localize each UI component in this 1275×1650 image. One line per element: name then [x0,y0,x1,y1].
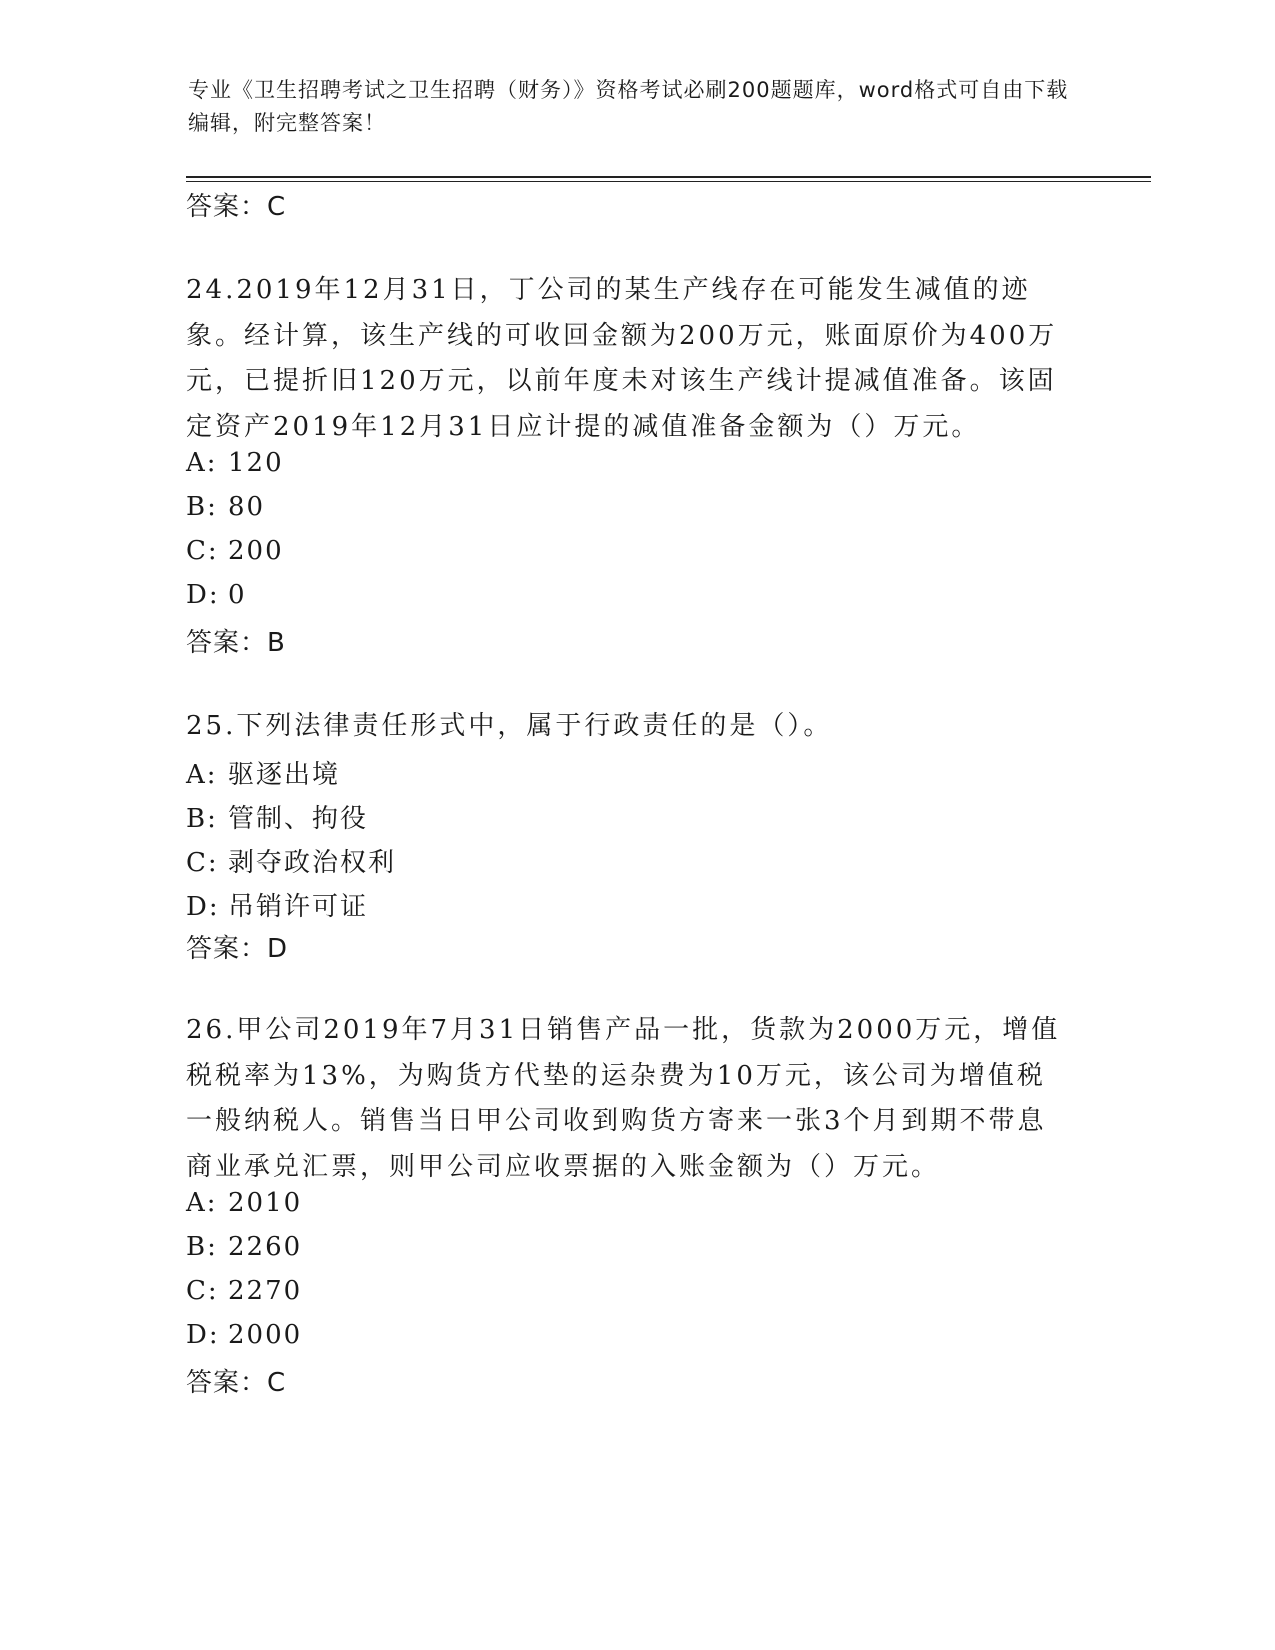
option-value: 2270 [228,1276,303,1306]
option-label: D: [186,580,220,610]
option-label: A: [186,1188,218,1218]
question-25-option-c [186,842,396,879]
header-rule-thin [186,181,1151,182]
option-label: A: [186,760,218,790]
question-26-option-d [186,1320,302,1350]
question-26-option-b [186,1232,302,1262]
option-value: 200 [228,536,284,566]
option-label: D: [186,892,220,922]
question-24-option-a [186,448,284,478]
option-label: C: [186,848,219,878]
header-rule-thick [186,176,1151,178]
question-25-option-d [186,886,368,923]
question-25-answer: 答案：D [186,934,289,964]
option-value: 0 [228,580,247,610]
option-label: C: [186,1276,219,1306]
question-24-option-c [186,536,284,566]
option-value: 2010 [228,1188,303,1218]
option-label: D: [186,1320,220,1350]
question-26-text: 26.甲公司2019年7月31日销售产品一批，货款为2000万元，增值税税率为13%，为购货方代垫的运杂费为10万元，该公司为增值税一般纳税人。销售当日甲公司收到购货方寄来一张3个月到期不带息商业承兑汇票，则甲公司应收票据的入账金额为（）万元。 [186,1015,1061,1182]
question-26-answer: 答案：C [186,1368,287,1398]
question-25-option-a [186,754,340,791]
option-label: C: [186,536,219,566]
option-value: 管制、拘役 [228,804,369,834]
question-25-option-b [186,798,368,835]
previous-answer: 答案：C [186,192,287,222]
question-24-text: 24.2019年12月31日，丁公司的某生产线存在可能发生减值的迹象。经计算，该生产线的可收回金额为200万元，账面原价为400万元，已提折旧120万元，以前年度未对该生产线计提减值准备。该固定资产2019年12月31日应计提的减值准备金额为（）万元。 [186,275,1058,442]
option-value: 2000 [228,1320,303,1350]
option-label: B: [186,1232,218,1262]
question-26-option-c [186,1276,302,1306]
option-label: B: [186,804,218,834]
option-value: 驱逐出境 [228,760,341,790]
option-label: A: [186,448,218,478]
question-24-option-d [186,580,247,610]
question-26-option-a [186,1188,302,1218]
document-header: 专业《卫生招聘考试之卫生招聘（财务）》资格考试必刷200题题库，word格式可自由下载编辑，附完整答案！ [188,78,1069,135]
option-value: 剥夺政治权利 [228,848,397,878]
question-24-answer: 答案：B [186,628,286,658]
option-value: 80 [228,492,266,522]
option-value: 120 [228,448,284,478]
option-value: 2260 [228,1232,303,1262]
question-24-option-b [186,492,265,522]
option-label: B: [186,492,218,522]
option-value: 吊销许可证 [228,892,369,922]
question-25-text: 25.下列法律责任形式中，属于行政责任的是（）。 [186,711,833,741]
